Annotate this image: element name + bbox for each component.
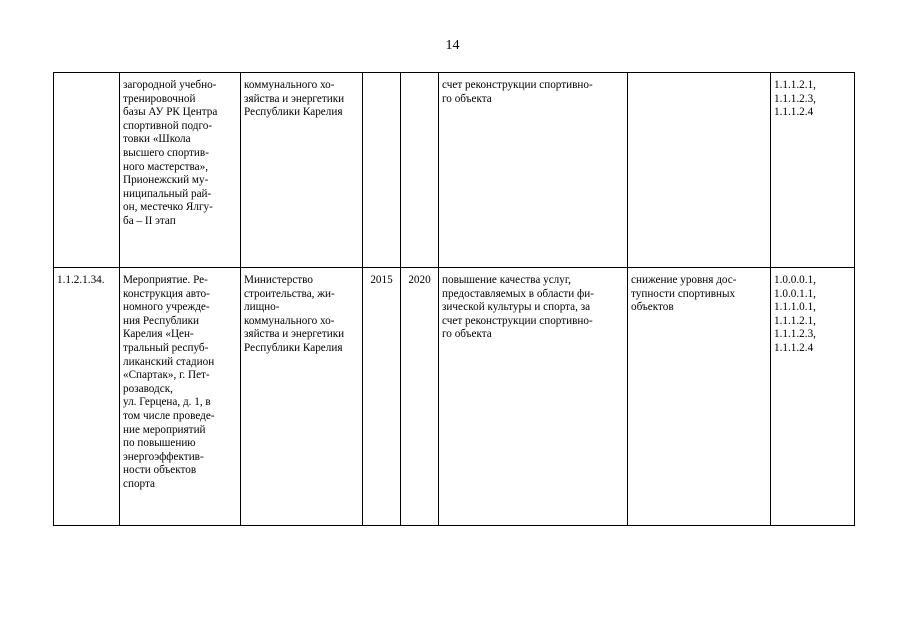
cell-executor: Министерство строительства, жи- лищно- коммунального хо- зяйства и энергетики Республики Карелия <box>241 268 363 526</box>
table-row <box>54 73 855 268</box>
program-table <box>53 72 855 526</box>
cell-expected-result: счет реконструкции спортивно- го объекта <box>439 73 628 268</box>
cell-indicators: 1.1.1.2.1, 1.1.1.2.3, 1.1.1.2.4 <box>771 73 855 268</box>
table-row <box>54 268 855 526</box>
cell-consequence: снижение уровня дос- тупности спортивных объектов <box>628 268 771 526</box>
cell-activity-name: загородной учебно- тренировочной базы АУ РК Центра спортивной подго- товки «Школа высшего спортив- ного мастерства», Прионежский му- ниципальный рай- он, местечко Ялгу- ба – II этап <box>120 73 241 268</box>
cell-code: 1.1.2.1.34. <box>54 268 120 526</box>
cell-code <box>54 73 120 268</box>
cell-activity-name: Мероприятие. Ре- конструкция авто- номного учрежде- ния Республики Карелия «Цен- тральный респуб- ликанский стадион «Спартак», г. Пет- розаводск, ул. Герцена, д. 1, в том числе проведе- ние мероприятий по повышению энергоэффектив- ности объектов спорта <box>120 268 241 526</box>
cell-indicators: 1.0.0.0.1, 1.0.0.1.1, 1.1.1.0.1, 1.1.1.2.1, 1.1.1.2.3, 1.1.1.2.4 <box>771 268 855 526</box>
cell-year-end: 2020 <box>401 268 439 526</box>
cell-consequence <box>628 73 771 268</box>
cell-executor: коммунального хо- зяйства и энергетики Республики Карелия <box>241 73 363 268</box>
cell-year-end <box>401 73 439 268</box>
cell-expected-result: повышение качества услуг, предоставляемых в области фи- зической культуры и спорта, за счет реконструкции спортивно- го объекта <box>439 268 628 526</box>
page-number: 14 <box>445 38 460 53</box>
cell-year-start <box>363 73 401 268</box>
cell-year-start: 2015 <box>363 268 401 526</box>
